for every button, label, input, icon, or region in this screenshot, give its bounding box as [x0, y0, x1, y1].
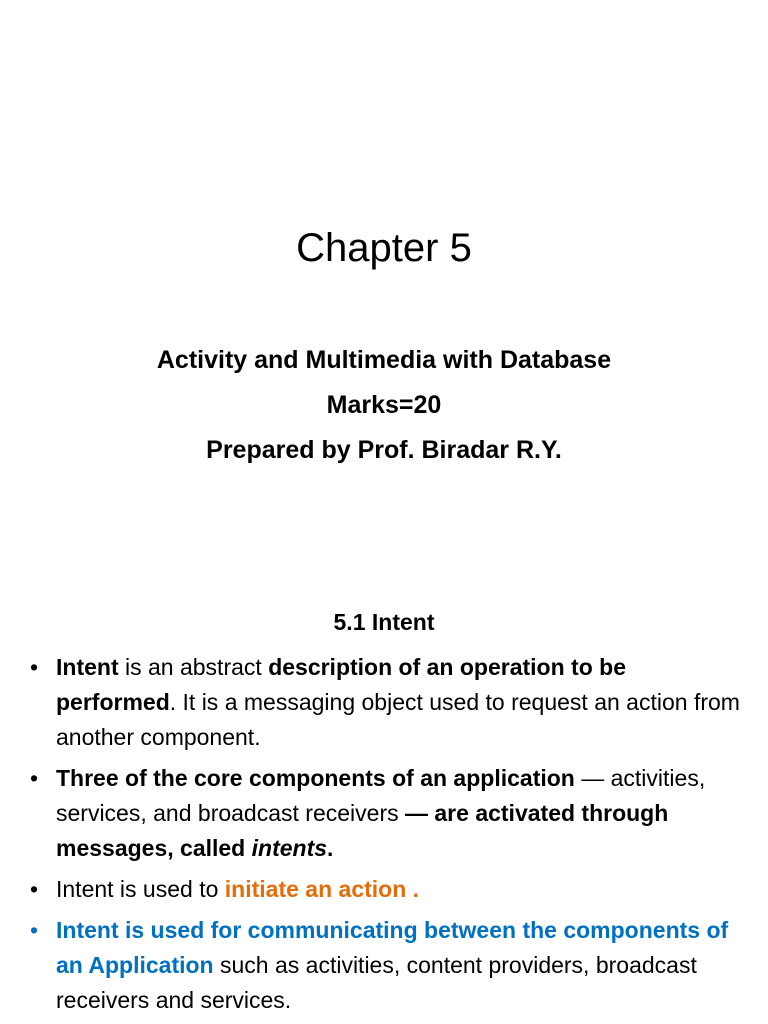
- bullet-text-part: is an abstract: [118, 654, 269, 680]
- bullet-dot-icon: •: [29, 654, 39, 680]
- bullet-item: [26, 872, 746, 907]
- bullet-dot-icon: •: [29, 917, 39, 943]
- bullet-dot-icon: •: [29, 765, 39, 791]
- bullet-text-highlight: initiate an action .: [224, 876, 420, 902]
- bullet-text-part: . It is a messaging object used to request an action from another component.: [56, 689, 740, 750]
- bullet-text-part: such as activities, content providers, broadcast receivers and services.: [56, 952, 697, 1013]
- chapter-title: Chapter 5: [296, 226, 472, 270]
- bullet-text-highlight: Intent is used for communicating between the components of an Application: [56, 917, 729, 978]
- bullet-item: [26, 761, 746, 866]
- bullet-text-part: Three of the core components of an application: [56, 765, 575, 791]
- bullet-list: [26, 650, 746, 1024]
- bullet-text-part: Intent is used to: [56, 876, 225, 902]
- bullet-text-part: description of an operation to be performed: [56, 654, 626, 715]
- bullet-text-part: intents: [251, 835, 328, 861]
- subtitle-course: Activity and Multimedia with Database: [156, 346, 612, 374]
- bullet-item: [26, 650, 746, 755]
- bullet-text-part: — are activated through messages, called: [56, 800, 669, 861]
- bullet-text-part: .: [327, 835, 334, 861]
- bullet-text-part: Intent: [56, 654, 119, 680]
- bullet-dot-icon: •: [29, 876, 39, 902]
- bullet-text-part: — activities, services, and broadcast receivers: [56, 765, 706, 826]
- subtitle-author: Prepared by Prof. Biradar R.Y.: [206, 436, 562, 464]
- subtitle-block: [0, 338, 768, 473]
- bullet-item: [26, 913, 746, 1018]
- section-heading: 5.1 Intent: [333, 609, 435, 635]
- subtitle-marks: Marks=20: [326, 391, 442, 419]
